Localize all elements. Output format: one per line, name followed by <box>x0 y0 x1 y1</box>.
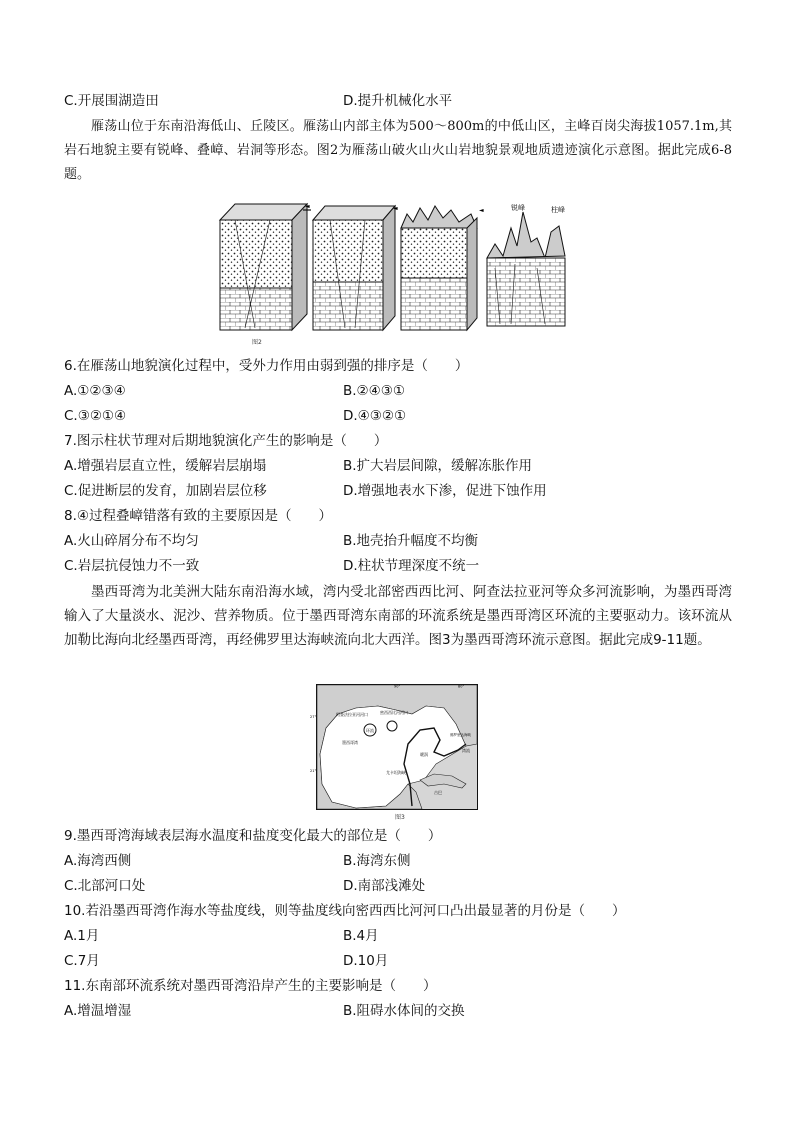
q7-option-c: C.促进断层的发育，加剧岩层位移 <box>64 483 267 499</box>
q10-option-d: D.10月 <box>343 953 389 969</box>
q9-option-a: A.海湾西侧 <box>64 853 132 869</box>
lon-90-label: 90° <box>394 684 401 689</box>
label-zhufeng: 柱峰 <box>551 206 565 214</box>
stage-4-block <box>487 212 565 326</box>
label-ruifeng: 锐峰 <box>511 204 525 212</box>
figure-3-map <box>310 684 478 810</box>
q8-option-b: B.地壳抬升幅度不均衡 <box>343 533 479 549</box>
yucatan-label: 尤卡坦海峡 <box>386 770 406 775</box>
lon-80-label: 80° <box>458 684 465 689</box>
q10-option-c: C.7月 <box>64 953 100 969</box>
q8-stem: 8.④过程叠嶂错落有致的主要原因是（ ） <box>64 508 332 524</box>
figure-2 <box>215 198 575 346</box>
q9-option-c: C.北部河口处 <box>64 878 146 894</box>
q8-option-a: A.火山碎屑分布不均匀 <box>64 533 199 549</box>
figure-2-diagram <box>215 198 575 346</box>
q7-option-b: B.扩大岩层间隙，缓解冻胀作用 <box>343 458 533 474</box>
river-label: 阿查法拉亚河河口 <box>336 712 368 717</box>
q5-option-d: D.提升机械化水平 <box>343 93 453 109</box>
cuba-label: 古巴 <box>434 790 442 795</box>
mississippi-label: 密西西比河河口 <box>380 710 408 715</box>
q9-stem: 9.墨西哥湾海域表层海水温度和盐度变化最大的部位是（ ） <box>64 828 442 844</box>
q6-option-c: C.③②①④ <box>64 408 127 424</box>
q11-option-a: A.增温增湿 <box>64 1003 132 1019</box>
q7-stem: 7.图示柱状节理对后期地貌演化产生的影响是（ ） <box>64 433 388 449</box>
warm-eddy-label: 暖涡 <box>420 752 428 757</box>
figure-3 <box>310 684 478 810</box>
q6-option-a: A.①②③④ <box>64 383 126 399</box>
loop-label: 环流 <box>366 728 374 733</box>
passage-yandang: 雁荡山位于东南沿海低山、丘陵区。雁荡山内部主体为500～800m的中低山区，主峰百岗尖海拔1057.1m,其岩石地貌主要有锐峰、叠嶂、岩洞等形态。图2为雁荡山破火山火山岩地貌景观地质遗迹演化示意图。据此完成6-8题。 <box>64 119 732 182</box>
q9-option-d: D.南部浅滩处 <box>343 878 426 894</box>
q11-option-b: B.阻碍水体间的交换 <box>343 1003 465 1019</box>
passage-gulf-of-mexico: 墨西哥湾为北美洲大陆东南沿海水域，湾内受北部密西西比河、阿查法拉亚河等众多河流影响，为墨西哥湾输入了大量淡水、泥沙、营养物质。位于墨西哥湾东南部的环流系统是墨西哥湾区环流的主要驱动力。该环流从加勒比海向北经墨西哥湾，再经佛罗里达海峡流向北大西洋。图3为墨西哥湾环流示意图。据此完成9-11题。 <box>64 584 732 648</box>
q8-option-d: D.柱状节理深度不统一 <box>343 558 480 574</box>
q9-option-b: B.海湾东侧 <box>343 853 411 869</box>
q6-option-b: B.②④③① <box>343 383 405 399</box>
q6-stem: 6.在雁荡山地貌演化过程中，受外力作用由弱到强的排序是（ ） <box>64 358 469 374</box>
q6-option-d: D.④③②① <box>343 408 407 424</box>
svg-text:◄: ◄ <box>393 205 398 212</box>
gulf-stream-label: 湾流 <box>462 748 470 753</box>
svg-text:◄: ◄ <box>305 203 310 210</box>
q8-option-c: C.岩层抗侵蚀力不一致 <box>64 558 200 574</box>
figure-3-caption: 图3 <box>395 814 405 821</box>
west-gulf-label: 墨西哥湾 <box>342 740 358 745</box>
q7-option-a: A.增强岩层直立性，缓解岩层崩塌 <box>64 458 267 474</box>
q5-option-c: C.开展围湖造田 <box>64 93 159 109</box>
lat-21-label: 21° <box>310 769 317 773</box>
svg-text:◄: ◄ <box>479 207 484 214</box>
q11-stem: 11.东南部环流系统对墨西哥湾沿岸产生的主要影响是（ ） <box>64 978 437 994</box>
stage-3-block <box>401 206 477 330</box>
stage-1-block <box>220 204 307 330</box>
florida-strait-label: 佛罗里达海峡 <box>450 733 471 737</box>
q10-stem: 10.若沿墨西哥湾作海水等盐度线，则等盐度线向密西西比河河口凸出最显著的月份是（ ） <box>64 903 626 919</box>
stage-2-block <box>313 206 395 330</box>
q10-option-a: A.1月 <box>64 928 100 944</box>
q7-option-d: D.增强地表水下渗，促进下蚀作用 <box>343 483 547 499</box>
lat-27-label: 27° <box>310 715 317 719</box>
figure-2-caption: 图2 <box>252 339 262 346</box>
q10-option-b: B.4月 <box>343 928 379 944</box>
